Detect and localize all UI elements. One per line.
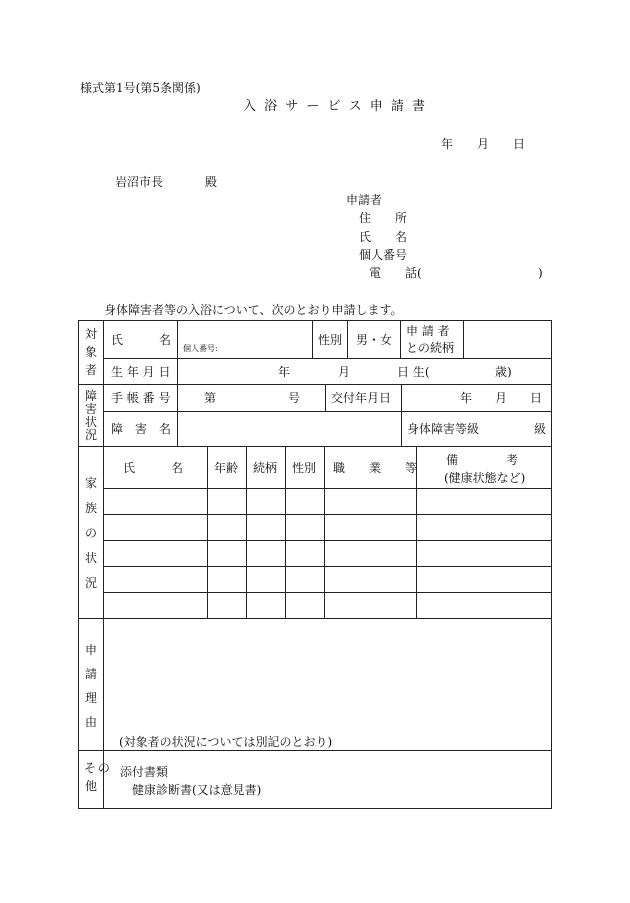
applicant-name-label: 氏 名 — [359, 230, 408, 244]
subject-sex-label: 性別 — [318, 333, 343, 347]
row-line-name-birth — [103, 358, 552, 359]
section-other-2: 他 — [85, 779, 98, 793]
section-reason-3: 理 — [85, 691, 98, 705]
section-disability-4: 況 — [85, 428, 98, 442]
section-family-4: 状 — [85, 551, 98, 565]
handbook-label: 手 帳 番 号 — [111, 391, 171, 405]
age-unit: 歳) — [495, 365, 512, 379]
family-header-age: 年齢 — [214, 461, 239, 475]
disability-grade-unit: 級 — [534, 422, 547, 436]
section-subject-3: 者 — [85, 363, 98, 377]
section-subject-2: 象 — [85, 345, 98, 359]
row-line-family-4 — [103, 592, 552, 593]
subject-relation-label-1: 申 請 者 — [406, 324, 450, 338]
section-reason-4: 由 — [85, 715, 98, 729]
form-number: 様式第1号(第5条関係) — [80, 81, 201, 95]
subject-relation-label-2: との続柄 — [406, 341, 455, 355]
birth-date-label: 生 年 月 日 — [111, 365, 171, 379]
sex-label-divider — [347, 320, 348, 359]
label-column-line — [177, 320, 178, 447]
section-family-2: 族 — [85, 501, 98, 515]
issue-value-divider — [401, 384, 402, 412]
section-family-5: 況 — [85, 576, 98, 590]
row-line-family-header — [103, 488, 552, 489]
section-reason-2: 請 — [85, 667, 98, 681]
row-line-family-reason — [78, 618, 552, 619]
section-disability-1: 障 — [85, 389, 98, 403]
addressee-honorific: 殿 — [205, 175, 218, 189]
row-line-subject-disability — [78, 384, 552, 385]
birth-year: 年 — [278, 365, 291, 379]
section-other-1: そ の — [84, 761, 109, 775]
issue-year: 年 — [460, 391, 473, 405]
section-disability-3: 状 — [85, 415, 98, 429]
family-header-remarks-2: (健康状態など) — [444, 471, 526, 485]
family-header-name: 氏 名 — [123, 461, 184, 475]
intro-text: 身体障害者等の入浴について、次のとおり申請します。 — [104, 303, 403, 317]
applicant-my-number-label: 個人番号 — [359, 248, 408, 262]
birth-day: 日 生( — [397, 365, 430, 379]
subject-name-label: 氏 名 — [111, 333, 172, 347]
family-header-remarks-1: 備 考 — [446, 453, 519, 467]
handbook-issue-divider — [325, 384, 326, 412]
section-family-3: の — [85, 526, 98, 540]
attachments-label: 添付書類 — [120, 765, 169, 779]
row-line-handbook-name — [103, 411, 552, 412]
family-col-sex — [285, 446, 286, 619]
name-sex-divider — [312, 320, 313, 359]
form-title: 入 浴 サ ー ビ ス 申 請 書 — [243, 99, 428, 114]
disability-name-label: 障 害 名 — [111, 422, 172, 436]
table-border-top — [78, 320, 552, 321]
disability-grade-divider — [401, 411, 402, 447]
applicant-heading: 申請者 — [346, 193, 383, 207]
attachment-item: 健康診断書(又は意見書) — [132, 783, 262, 797]
relation-value-divider — [463, 320, 464, 359]
section-subject-1: 対 — [85, 327, 98, 341]
row-line-reason-other — [78, 750, 552, 751]
family-col-age — [207, 446, 208, 619]
section-disability-2: 害 — [85, 402, 98, 416]
subject-sex-options: 男・女 — [356, 333, 393, 347]
sex-relation-divider — [400, 320, 401, 359]
row-line-family-1 — [103, 514, 552, 515]
section-column-line — [103, 320, 104, 809]
family-header-sex: 性別 — [292, 461, 317, 475]
table-border-bottom — [78, 808, 552, 809]
handbook-no-prefix: 第 — [204, 391, 217, 405]
issue-day: 日 — [530, 391, 543, 405]
addressee-name: 岩沼市長 — [115, 175, 164, 189]
issue-month: 月 — [495, 391, 508, 405]
family-col-relation — [246, 446, 247, 619]
family-header-occupation: 職 業 等 — [333, 461, 418, 475]
disability-grade-label: 身体障害等級 — [407, 422, 480, 436]
section-family-1: 家 — [85, 476, 98, 490]
row-line-family-2 — [103, 540, 552, 541]
row-line-family-3 — [103, 566, 552, 567]
section-reason-1: 申 — [85, 643, 98, 657]
subject-my-number: 個人番号: — [183, 344, 218, 353]
row-line-disability-family — [78, 446, 552, 447]
applicant-phone-close: ) — [538, 266, 543, 280]
handbook-no-suffix: 号 — [288, 391, 301, 405]
family-header-relation: 続柄 — [253, 461, 278, 475]
table-border-right — [551, 320, 552, 809]
date-year: 年 — [441, 137, 454, 151]
family-col-occupation — [324, 446, 325, 619]
reason-note: (対象者の状況については別記のとおり) — [119, 735, 333, 749]
issue-date-label: 交付年月日 — [331, 391, 392, 405]
date-day: 日 — [513, 137, 526, 151]
applicant-address-label: 住 所 — [359, 211, 408, 225]
applicant-phone-label: 電 話( — [369, 266, 422, 280]
date-month: 月 — [477, 137, 490, 151]
table-border-left — [78, 320, 79, 809]
birth-month: 月 — [338, 365, 351, 379]
